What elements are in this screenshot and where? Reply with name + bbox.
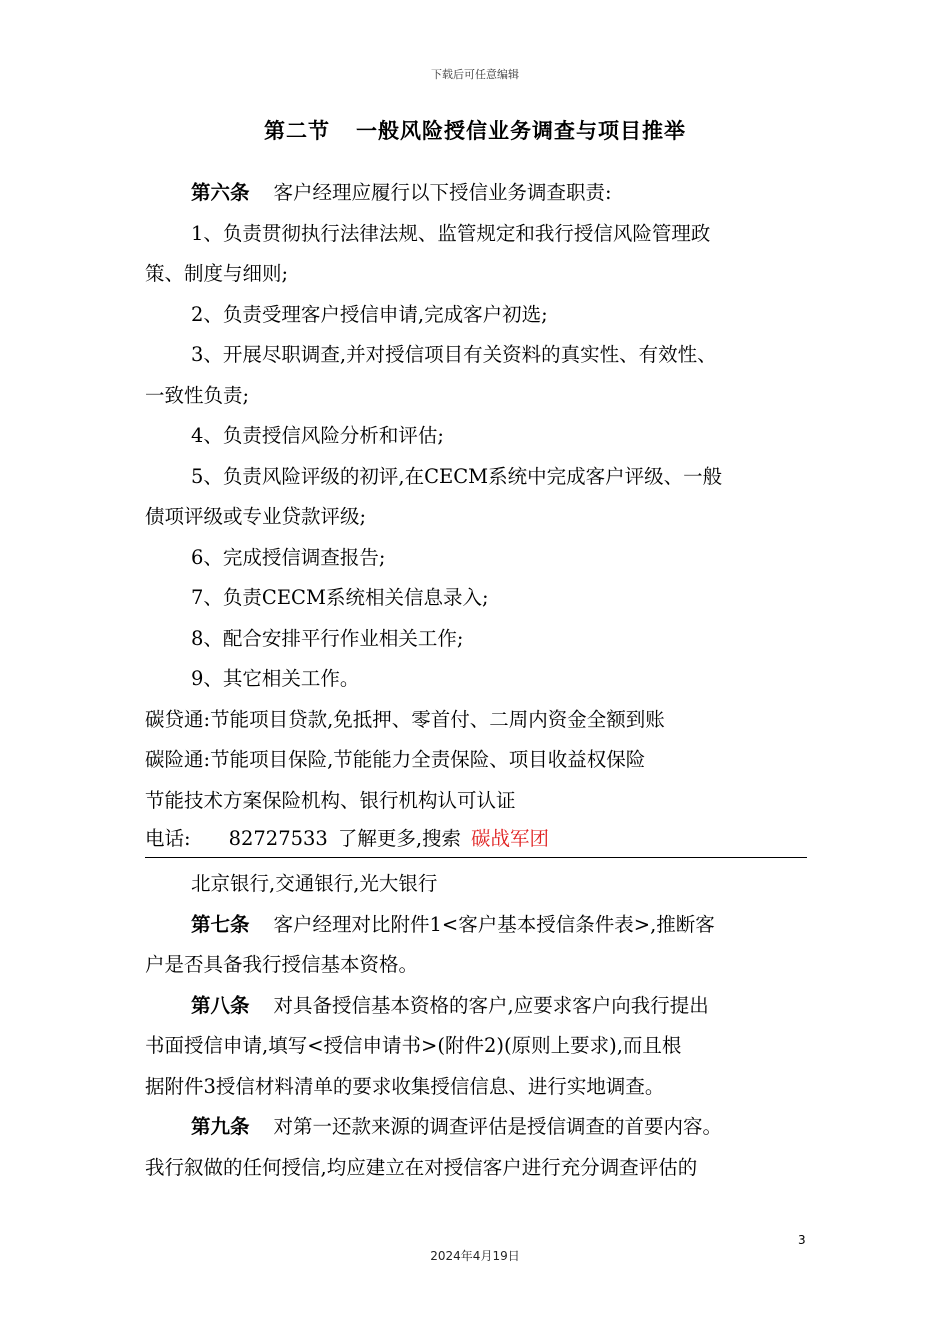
ad-banks: 北京银行,交通银行,光大银行 [191, 872, 438, 895]
search-term-link[interactable]: 碳战军团 [471, 827, 550, 850]
header-note: 下载后可任意编辑 [431, 68, 519, 81]
section-title [0, 115, 950, 145]
article-8-continuation: 据附件3授信材料清单的要求收集授信信息、进行实地调查。 [145, 1074, 665, 1098]
list-item: 7、负责CECM系统相关信息录入; [191, 586, 489, 609]
article-6-label: 第六条 [191, 181, 250, 204]
article-7-continuation: 户是否具备我行授信基本资格。 [145, 953, 419, 976]
article-7-label: 第七条 [191, 912, 250, 936]
article-8-continuation: 书面授信申请,填写<授信申请书>(附件2)(原则上要求),而且根 [145, 1034, 682, 1057]
ad-line-certification: 节能技术方案保险机构、银行机构认可认证 [145, 788, 516, 812]
article-8-label: 第八条 [191, 993, 250, 1017]
phone-number: 82727533 [228, 827, 328, 850]
more-text: 了解更多,搜索 [337, 827, 462, 850]
list-item: 1、负责贯彻执行法律法规、监管规定和我行授信风险管理政 [191, 221, 711, 245]
list-item: 9、其它相关工作。 [191, 667, 360, 690]
list-item-continuation: 债项评级或专业贷款评级; [145, 505, 367, 528]
section-number: 第二节 [264, 119, 330, 143]
article-9-label: 第九条 [191, 1115, 250, 1138]
list-item: 2、负责受理客户授信申请,完成客户初选; [191, 302, 548, 326]
ad-line-insurance: 碳险通:节能项目保险,节能能力全责保险、项目收益权保险 [145, 748, 646, 771]
list-item: 5、负责风险评级的初评,在CECM系统中完成客户评级、一般 [191, 464, 723, 488]
list-item-continuation: 一致性负责; [145, 383, 250, 407]
page-number: 3 [798, 1233, 806, 1247]
phone-label: 电话: [145, 827, 191, 850]
article-6-intro [145, 173, 825, 214]
list-item: 6、完成授信调查报告; [191, 545, 386, 569]
list-item: 4、负责授信风险分析和评估; [191, 424, 444, 447]
article-9: 第九条 对第一还款来源的调查评估是授信调查的首要内容。 [191, 1115, 723, 1138]
article-7: 第七条 客户经理对比附件1<客户基本授信条件表>,推断客 [191, 912, 715, 936]
ad-line-loan: 碳贷通:节能项目贷款,免抵押、零首付、二周内资金全额到账 [145, 707, 665, 731]
list-item: 8、配合安排平行作业相关工作; [191, 626, 464, 650]
article-6-text: 客户经理应履行以下授信业务调查职责: [273, 181, 612, 204]
list-item: 3、开展尽职调查,并对授信项目有关资料的真实性、有效性、 [191, 343, 717, 366]
document-body [145, 173, 825, 1188]
list-item-continuation: 策、制度与细则; [145, 262, 289, 285]
footer-date: 2024年4月19日 [430, 1249, 520, 1263]
ad-phone-line [145, 821, 807, 858]
article-8: 第八条 对具备授信基本资格的客户,应要求客户向我行提出 [191, 993, 709, 1017]
section-heading: 一般风险授信业务调查与项目推举 [356, 119, 686, 143]
article-9-continuation: 我行叙做的任何授信,均应建立在对授信客户进行充分调查评估的 [145, 1155, 698, 1179]
ad-block [145, 700, 825, 905]
